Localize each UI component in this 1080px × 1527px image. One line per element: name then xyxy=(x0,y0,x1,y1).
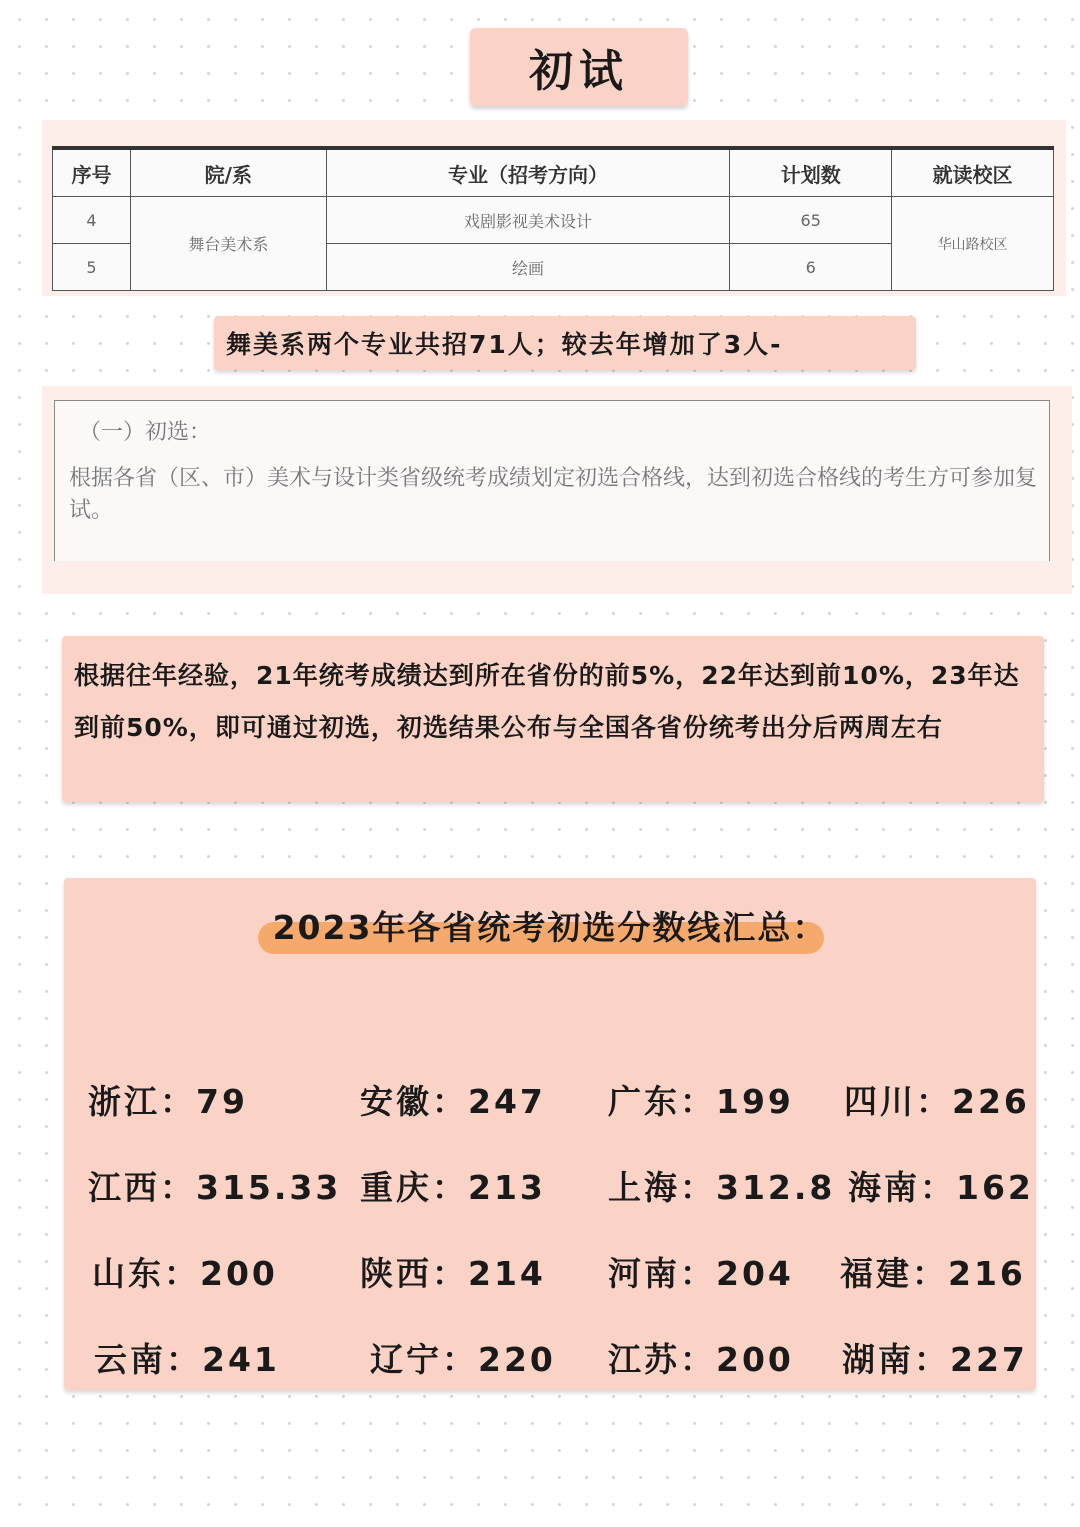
score-item: 海南：162 xyxy=(848,1168,1034,1207)
plan-cell: 6 xyxy=(730,244,892,291)
major-cell: 戏剧影视美术设计 xyxy=(326,197,730,244)
score-item: 上海：312.8 xyxy=(608,1168,836,1207)
table-header-cell: 序号 xyxy=(53,148,131,197)
table-header-row xyxy=(53,148,1054,197)
page-title: 初试 xyxy=(470,28,688,106)
plan-cell: 65 xyxy=(730,197,892,244)
enrollment-note: 舞美系两个专业共招71人；较去年增加了3人- xyxy=(214,316,916,370)
score-summary-card xyxy=(64,878,1036,1390)
quota-table-image xyxy=(42,120,1066,296)
table-header-cell: 院/系 xyxy=(130,148,326,197)
score-item: 浙江：79 xyxy=(88,1082,248,1121)
score-item: 辽宁：220 xyxy=(370,1340,556,1379)
rules-box xyxy=(54,400,1050,561)
score-item: 福建：216 xyxy=(840,1254,1026,1293)
score-item: 陕西：214 xyxy=(360,1254,546,1293)
score-item: 江西：315.33 xyxy=(88,1168,342,1207)
department-cell: 舞台美术系 xyxy=(130,197,326,291)
quota-table xyxy=(52,146,1054,291)
row-index: 5 xyxy=(53,244,131,291)
score-item: 山东：200 xyxy=(92,1254,278,1293)
score-item: 江苏：200 xyxy=(608,1340,794,1379)
score-item: 四川：226 xyxy=(844,1082,1030,1121)
campus-cell: 华山路校区 xyxy=(892,197,1054,291)
score-item: 河南：204 xyxy=(608,1254,794,1293)
experience-note: 根据往年经验，21年统考成绩达到所在省份的前5%，22年达到前10%，23年达到前50%，即可通过初选，初选结果公布与全国各省份统考出分后两周左右 xyxy=(62,636,1044,802)
score-item: 湖南：227 xyxy=(842,1340,1028,1379)
score-item: 重庆：213 xyxy=(360,1168,546,1207)
rules-body: 根据各省（区、市）美术与设计类省级统考成绩划定初选合格线，达到初选合格线的考生方可参加复试。 xyxy=(69,466,1038,523)
table-header-cell: 就读校区 xyxy=(892,148,1054,197)
major-cell: 绘画 xyxy=(326,244,730,291)
row-index: 4 xyxy=(53,197,131,244)
score-item: 安徽：247 xyxy=(360,1082,546,1121)
table-header-cell: 计划数 xyxy=(730,148,892,197)
table-header-cell: 专业（招考方向） xyxy=(326,148,730,197)
rules-image xyxy=(42,386,1072,594)
table-row xyxy=(53,197,1054,244)
rules-heading: （一）初选： xyxy=(79,420,212,445)
summary-title: 2023年各省统考初选分数线汇总： xyxy=(272,908,828,947)
score-item: 广东：199 xyxy=(608,1082,794,1121)
score-item: 云南：241 xyxy=(94,1340,280,1379)
